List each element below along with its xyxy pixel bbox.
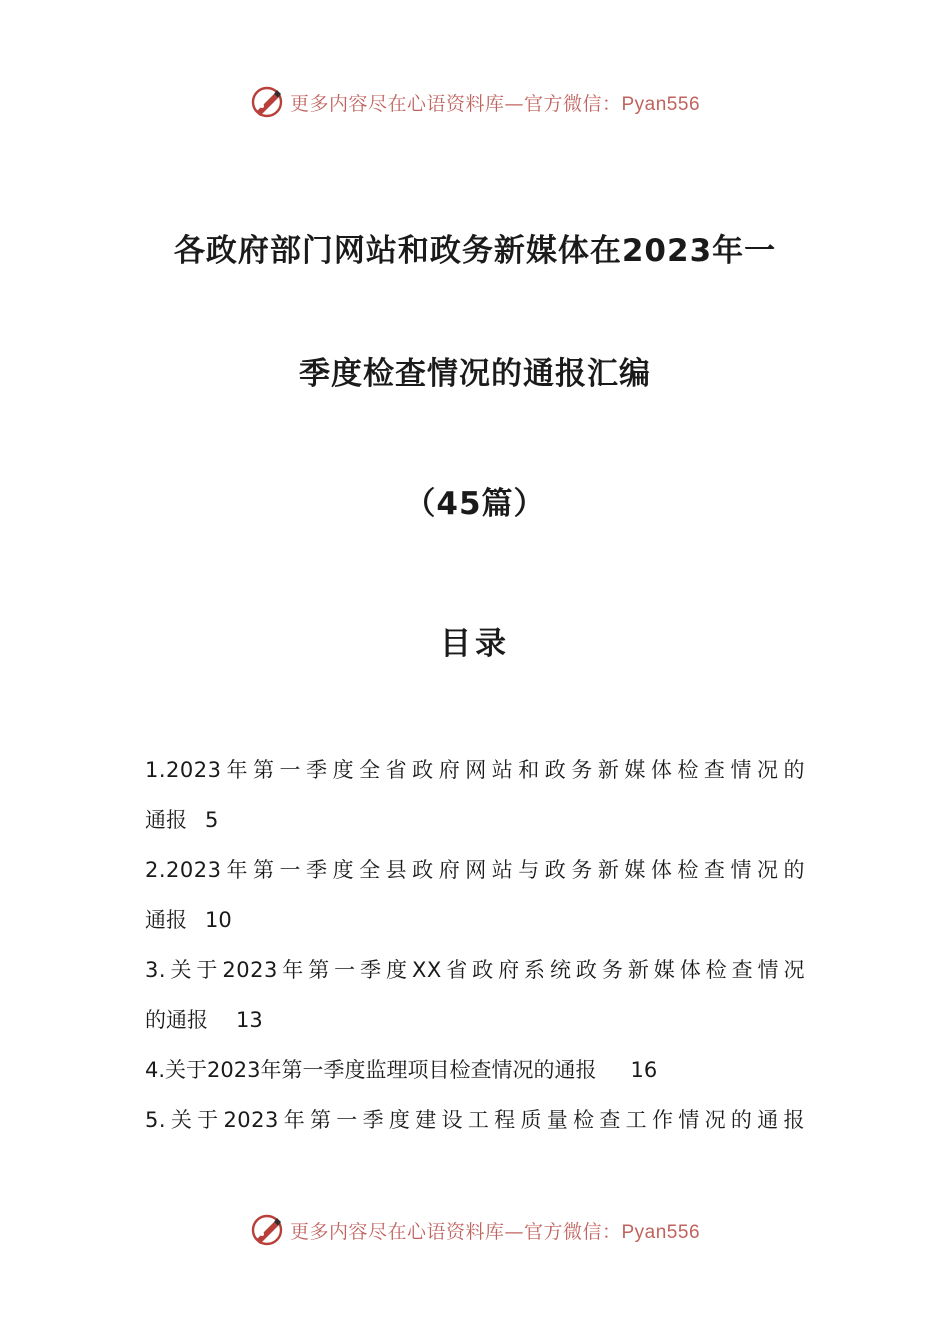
- document-title-count: （45篇）: [404, 486, 546, 522]
- watermark-text: 更多内容尽在心语资料库—官方微信：Pyan556: [289, 92, 701, 115]
- document-title-line-1: 各政府部门网站和政务新媒体在2023年一: [173, 233, 777, 269]
- watermark-wechat-id: Pyan556: [621, 93, 701, 115]
- toc-item-1-line-1[interactable]: 1.2023年第一季度全省政府网站和政务新媒体检查情况的: [145, 758, 805, 782]
- watermark-header: [0, 82, 950, 122]
- toc-item-4-page: 16: [630, 1058, 658, 1082]
- pen-nib-logo-icon: [250, 1213, 284, 1247]
- toc-item-3-line-1[interactable]: 3.关于2023年第一季度XX省政府系统政务新媒体检查情况: [145, 958, 805, 982]
- watermark-wechat-id: Pyan556: [621, 1221, 701, 1243]
- document-title-line-2: 季度检查情况的通报汇编: [299, 356, 651, 392]
- toc-item-2-line-2[interactable]: 通报 10: [145, 908, 232, 932]
- toc-heading: 目录: [440, 626, 510, 662]
- toc-item-1-line-2[interactable]: 通报 5: [145, 808, 219, 832]
- watermark-footer: [0, 1210, 950, 1250]
- toc-item-3-page: 13: [236, 1008, 263, 1032]
- watermark-text: 更多内容尽在心语资料库—官方微信：Pyan556: [289, 1220, 701, 1243]
- pen-nib-logo-icon: [250, 85, 284, 119]
- toc-item-2-page: 10: [205, 908, 232, 932]
- toc-item-3-line-2[interactable]: 的通报 13: [145, 1008, 263, 1032]
- toc-item-5-line-1[interactable]: 5.关于2023年第一季度建设工程质量检查工作情况的通报: [145, 1108, 805, 1132]
- toc-item-1-page: 5: [205, 808, 219, 832]
- toc-item-4[interactable]: 4.关于2023年第一季度监理项目检查情况的通报 16: [145, 1058, 658, 1082]
- toc-item-2-line-1[interactable]: 2.2023年第一季度全县政府网站与政务新媒体检查情况的: [145, 858, 805, 882]
- table-of-contents: [145, 752, 805, 1152]
